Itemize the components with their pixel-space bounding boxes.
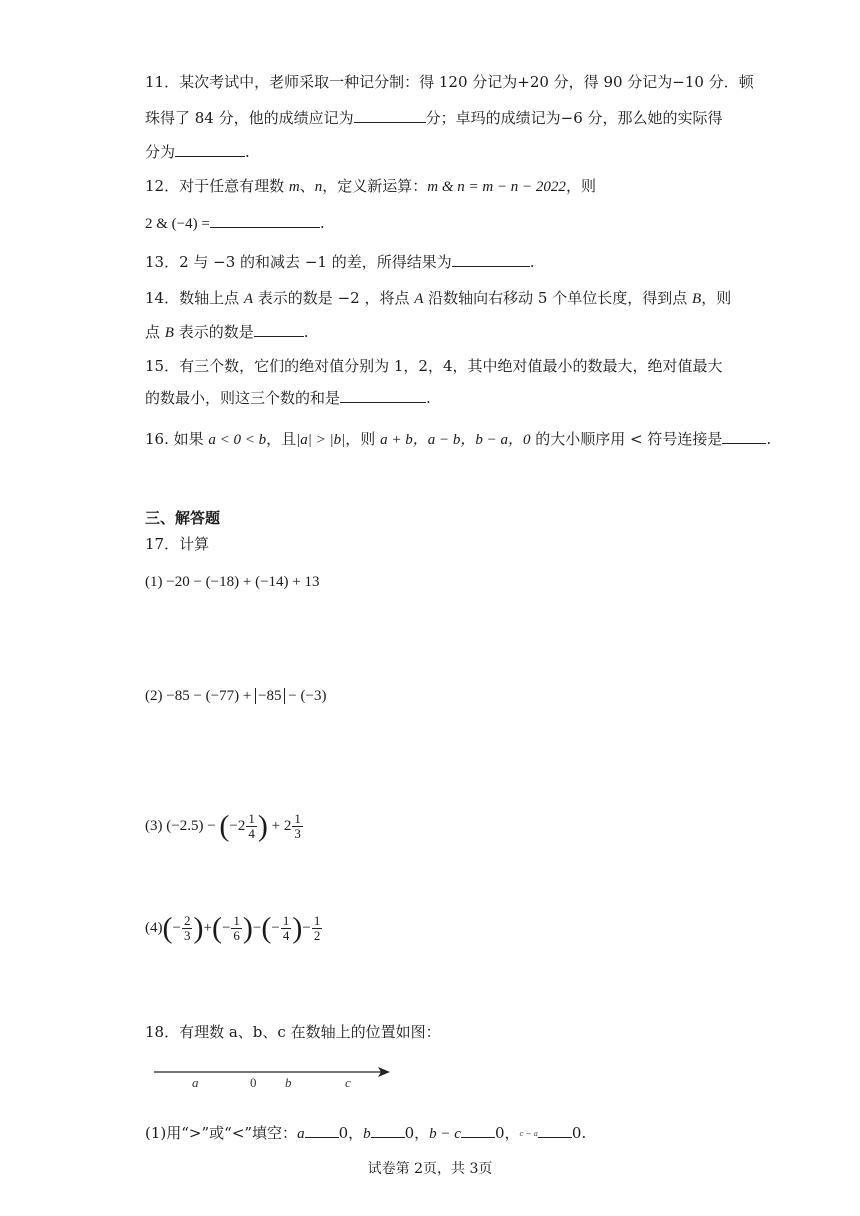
q13-blank[interactable] — [452, 252, 530, 267]
q17-p4-f4-num: 1 — [313, 913, 321, 929]
q16-abs-condition: |a| > |b| — [296, 432, 346, 448]
q12-text-a: 12．对于任意有理数 — [145, 177, 289, 195]
q12-text-b: ，定义新运算： — [322, 177, 428, 195]
q18-p1-zero-3: 0， — [494, 1124, 520, 1142]
q17-p4-frac3 — [281, 914, 292, 943]
q14-point-b2: B — [164, 325, 174, 341]
q16-period: . — [766, 430, 772, 448]
q17-part4 — [145, 908, 323, 948]
q17-p4-f1-den: 3 — [183, 928, 191, 944]
number-line-label-c: c — [345, 1075, 351, 1090]
q18-p1-zero-2: 0， — [404, 1124, 430, 1142]
q17-title: 17．计算 — [145, 535, 210, 553]
q11-text-a: 珠得了 84 分，他的成绩应记为 — [145, 109, 354, 127]
q11-text-b: 分；卓玛的成绩记为−6 分，那么她的实际得 — [425, 109, 723, 127]
q17-p4-label: (4) — [145, 920, 163, 936]
q17-p3-text-a: (3) (−2.5) − — [145, 818, 220, 834]
q17-p4-sign2: − — [221, 920, 231, 936]
q14-text-a: 14．数轴上点 — [145, 289, 244, 307]
q17-p4-paren3-close: ) — [292, 911, 303, 945]
q17-p4-plus: + — [203, 920, 212, 936]
q18-p1-end: 0. — [571, 1124, 587, 1142]
q17-p4-paren1-close: ) — [193, 911, 204, 945]
q17-p3-f2-den: 3 — [294, 826, 301, 842]
q16-line — [145, 429, 771, 450]
q11-line3 — [145, 142, 250, 162]
q12-period: . — [319, 214, 325, 232]
q18-blank-2[interactable] — [371, 1123, 405, 1138]
q16-condition: a < 0 < b — [208, 432, 267, 448]
q15-blank[interactable] — [340, 388, 426, 403]
q17-p4-sign3: − — [271, 920, 280, 936]
q11-period: . — [245, 143, 250, 161]
q14-period: . — [303, 323, 309, 341]
q14-text-d: ，则 — [701, 289, 732, 307]
number-line-label-0: 0 — [250, 1075, 257, 1090]
q14-point-a2: A — [414, 291, 424, 307]
section-title: 三、解答题 — [145, 509, 221, 527]
q12-text-c: ，则 — [565, 177, 596, 195]
q17-part1: (1) −20 − (−18) + (−14) + 13 — [145, 574, 320, 590]
q18-blank-1[interactable] — [305, 1123, 339, 1138]
q17-p4-paren3-open: ( — [261, 911, 272, 945]
q14-text-b: 表示的数是 −2 ，将点 — [253, 289, 415, 307]
q17-p4-f2-num: 1 — [233, 913, 240, 929]
q16-text-a: 16. 如果 — [145, 430, 209, 448]
q11-line1: 11．某次考试中，老师采取一种记分制：得 120 分记为+20 分，得 90 分记为−10 分．顿 — [145, 73, 754, 91]
q14-text-c: 沿数轴向右移动 5 个单位长度，得到点 — [423, 289, 693, 307]
q12-var-n: n — [314, 179, 323, 195]
q17-p3-paren-open: ( — [219, 809, 230, 843]
q14-line2 — [145, 322, 309, 343]
q17-p3-f1-den: 4 — [248, 826, 255, 842]
q11-text-c: 分为 — [145, 143, 176, 161]
q18-blank-3[interactable] — [461, 1123, 495, 1138]
q18-p1-bc: b − c — [429, 1126, 461, 1142]
q18-p1-zero-1: 0， — [338, 1124, 364, 1142]
q18-p1-text: (1)用“>”或“<”填空： — [145, 1124, 298, 1142]
number-line-label-b: b — [285, 1075, 292, 1090]
q17-p4-minus2: − — [302, 920, 311, 936]
q16-text-c: ，则 — [345, 430, 381, 448]
q17-p2-text-b: − (−3) — [284, 688, 327, 704]
q11-blank-1[interactable] — [354, 108, 426, 123]
q11-blank-2[interactable] — [175, 142, 245, 157]
q17-p4-paren2-open: ( — [211, 911, 222, 945]
q14-blank[interactable] — [254, 322, 304, 337]
q17-p4-sign1: − — [172, 920, 181, 936]
q14-text-e: 点 — [145, 323, 165, 341]
q17-p4-paren2-close: ) — [242, 911, 253, 945]
q18-blank-4[interactable] — [538, 1123, 572, 1138]
q13-text: 13．2 与 −3 的和减去 −1 的差，所得结果为 — [145, 253, 452, 271]
q17-p3-text-c: + 2 — [267, 818, 292, 834]
q18-title: 18．有理数 a、b、c 在数轴上的位置如图： — [145, 1023, 441, 1041]
q17-p3-f1-num: 1 — [248, 811, 255, 827]
q17-part2 — [145, 686, 326, 706]
q17-p2-text-a: (2) −85 − (−77) + — [145, 688, 256, 704]
q16-expressions: a + b，a − b，b − a，0 — [380, 432, 531, 448]
q14-line1 — [145, 288, 731, 309]
q13-period: . — [529, 253, 535, 271]
q12-line1 — [145, 176, 596, 197]
q18-p1-a: a — [297, 1126, 305, 1142]
q17-p4-f3-den: 4 — [282, 928, 290, 944]
q17-p3-paren-close: ) — [257, 809, 268, 843]
q17-p3-f2-num: 1 — [294, 811, 301, 827]
q16-blank[interactable] — [722, 429, 766, 444]
q17-p3-frac1 — [246, 812, 257, 841]
q12-line2 — [145, 213, 325, 234]
q17-p3-frac2 — [292, 812, 303, 841]
q17-p2-abs: −85 — [255, 688, 284, 704]
q17-p4-f1-num: 2 — [183, 913, 191, 929]
q12-expr2: 2 & (−4) = — [145, 216, 210, 232]
q17-p4-f2-den: 6 — [233, 928, 240, 944]
q17-p4-f4-den: 2 — [313, 928, 321, 944]
page-footer: 试卷第 2页，共 3页 — [367, 1161, 493, 1177]
q18-part1 — [145, 1123, 586, 1144]
q17-part3 — [145, 806, 304, 846]
q15-line2 — [145, 388, 431, 408]
q15-period: . — [426, 389, 431, 407]
q16-text-b: ，且 — [266, 430, 297, 448]
q18-p1-b: b — [363, 1126, 371, 1142]
q12-blank[interactable] — [210, 213, 320, 228]
q18-p1-ca: c − a — [519, 1130, 538, 1138]
q15-text: 的数最小，则这三个数的和是 — [145, 389, 341, 407]
q12-var-m: m — [288, 179, 300, 195]
q12-expr: m & n = m − n − 2022 — [427, 179, 566, 195]
q14-point-a: A — [243, 291, 254, 307]
q17-p4-f3-num: 1 — [282, 913, 290, 929]
q14-point-b: B — [692, 291, 702, 307]
number-line-figure — [150, 1062, 400, 1092]
q12-sep: 、 — [299, 177, 315, 195]
q17-p4-minus1: − — [252, 920, 262, 936]
q17-p3-int: −2 — [229, 818, 246, 834]
q16-text-d: 的大小顺序用 < 符号连接是 — [530, 430, 723, 448]
number-line-label-a: a — [192, 1075, 199, 1090]
q17-p4-paren1-open: ( — [162, 911, 173, 945]
q17-p4-frac1 — [182, 914, 193, 943]
q13-line — [145, 252, 534, 272]
q15-line1: 15．有三个数，它们的绝对值分别为 1，2，4，其中绝对值最小的数最大，绝对值最大 — [145, 357, 723, 375]
q14-text-f: 表示的数是 — [173, 323, 254, 341]
q17-p4-frac4 — [312, 914, 323, 943]
q17-p4-frac2 — [231, 914, 242, 943]
q11-line2 — [145, 108, 723, 128]
